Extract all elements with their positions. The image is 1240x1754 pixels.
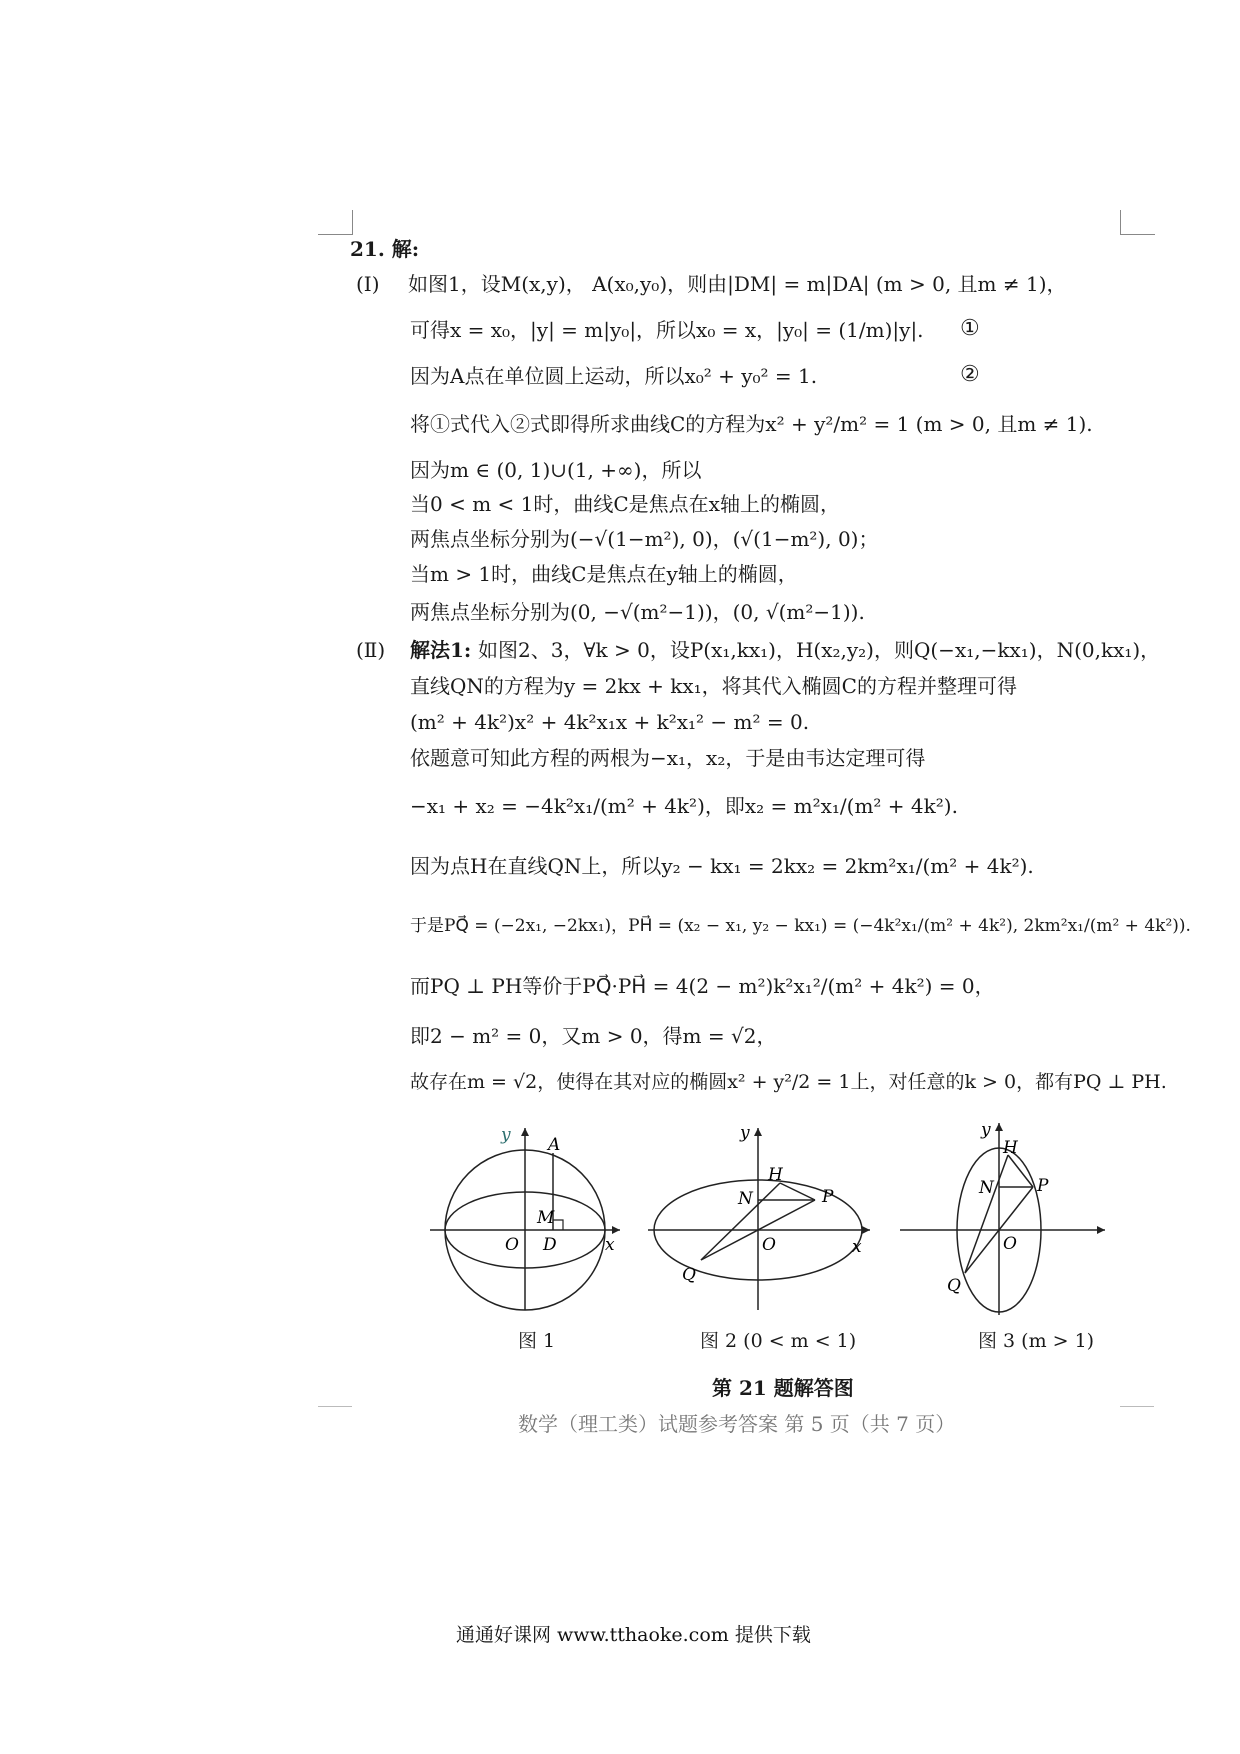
fig1-x-label: x: [605, 1235, 615, 1255]
part1-line-7: 两焦点坐标分别为(−√(1−m²), 0)，(√(1−m²), 0)；: [410, 527, 879, 551]
equation-mark-2: ②: [960, 362, 980, 387]
part1-line-9: 两焦点坐标分别为(0, −√(m²−1))，(0, √(m²−1)).: [410, 600, 865, 624]
part2-line-8: 而PQ ⊥ PH等价于PQ⃗·PH⃗ = 4(2 − m²)k²x₁²/(m² + 4k²) = 0，: [410, 974, 995, 998]
footer-divider-right: [1120, 1406, 1154, 1407]
fig1-d-label: D: [543, 1235, 557, 1255]
problem-number: 21. 解:: [350, 237, 420, 261]
part2-line-2: 直线QN的方程为y = 2kx + kx₁，将其代入椭圆C的方程并整理可得: [410, 674, 1017, 698]
fig1-o-label: O: [505, 1235, 519, 1255]
fig3-y-label: y: [981, 1120, 991, 1140]
part2-line-6: 因为点H在直线QN上，所以y₂ − kx₁ = 2kx₂ = 2km²x₁/(m² + 4k²).: [410, 854, 1034, 878]
fig1-y-label: y: [501, 1125, 511, 1145]
figure-1-caption: 图 1: [518, 1330, 556, 1352]
part1-line-2: 可得x = x₀，|y| = m|y₀|，所以x₀ = x，|y₀| = (1/m)|y|.: [410, 318, 924, 342]
figure-3-caption: 图 3 (m > 1): [978, 1330, 1095, 1352]
part2-line-3: (m² + 4k²)x² + 4k²x₁x + k²x₁² − m² = 0.: [410, 710, 810, 734]
part1-line-1: 如图1，设M(x,y)， A(x₀,y₀)，则由|DM| = m|DA| (m > 0, 且m ≠ 1)，: [408, 272, 1067, 296]
part2-line-4: 依题意可知此方程的两根为−x₁，x₂，于是由韦达定理可得: [410, 746, 926, 770]
part2-line-9: 即2 − m² = 0，又m > 0，得m = √2，: [410, 1024, 777, 1048]
part1-line-3: 因为A点在单位圆上运动，所以x₀² + y₀² = 1.: [410, 364, 818, 388]
part1-label: (Ⅰ): [356, 272, 380, 296]
crop-mark-top-left: [318, 210, 353, 235]
fig2-o-label: O: [762, 1235, 776, 1255]
fig2-q-label: Q: [682, 1265, 696, 1285]
figure-1: [425, 1120, 625, 1320]
part2-line-7: 于是PQ⃗ = (−2x₁, −2kx₁)，PH⃗ = (x₂ − x₁, y₂ − kx₁) = (−4k²x₁/(m² + 4k²), 2km²x₁/(m² + 4k²)).: [410, 916, 1191, 936]
crop-mark-top-right: [1120, 210, 1155, 235]
fig3-h-label: H: [1003, 1138, 1018, 1158]
part2-method: 解法1:: [410, 638, 472, 662]
figure-3: [895, 1115, 1115, 1320]
page-footer: 数学（理工类）试题参考答案 第 5 页（共 7 页）: [518, 1412, 956, 1436]
figure-2-caption: 图 2 (0 < m < 1): [700, 1330, 857, 1352]
fig2-h-label: H: [768, 1165, 783, 1185]
part1-line-4: 将①式代入②式即得所求曲线C的方程为x² + y²/m² = 1 (m > 0, 且m ≠ 1).: [410, 412, 1093, 436]
fig3-q-label: Q: [947, 1276, 961, 1296]
fig3-p-label: P: [1037, 1176, 1049, 1196]
fig3-o-label: O: [1003, 1234, 1017, 1254]
fig2-x-label: x: [852, 1237, 862, 1257]
part2-line-1: 如图2、3，∀k > 0，设P(x₁,kx₁)，H(x₂,y₂)，则Q(−x₁,−kx₁)，N(0,kx₁)，: [478, 638, 1161, 662]
fig2-y-label: y: [740, 1123, 750, 1143]
part2-line-10: 故存在m = √2，使得在其对应的椭圆x² + y²/2 = 1上，对任意的k > 0，都有PQ ⊥ PH.: [410, 1071, 1167, 1093]
source-credit: 通通好课网 www.tthaoke.com 提供下载: [456, 1624, 811, 1646]
part2-line-5: −x₁ + x₂ = −4k²x₁/(m² + 4k²)，即x₂ = m²x₁/(m² + 4k²).: [410, 794, 958, 818]
fig1-m-label: M: [537, 1208, 555, 1228]
footer-divider-left: [318, 1406, 352, 1407]
part1-line-5: 因为m ∈ (0, 1)∪(1, +∞)，所以: [410, 458, 702, 482]
part2-label: (Ⅱ): [356, 638, 386, 662]
fig3-n-label: N: [979, 1178, 994, 1198]
part1-line-8: 当m > 1时，曲线C是焦点在y轴上的椭圆，: [410, 562, 798, 586]
figure-2: [640, 1120, 880, 1320]
figures-title: 第 21 题解答图: [712, 1376, 854, 1400]
fig2-p-label: P: [822, 1187, 834, 1207]
fig1-a-label: A: [548, 1135, 561, 1155]
part1-line-6: 当0 < m < 1时，曲线C是焦点在x轴上的椭圆，: [410, 492, 840, 516]
fig2-n-label: N: [738, 1189, 753, 1209]
equation-mark-1: ①: [960, 316, 980, 341]
